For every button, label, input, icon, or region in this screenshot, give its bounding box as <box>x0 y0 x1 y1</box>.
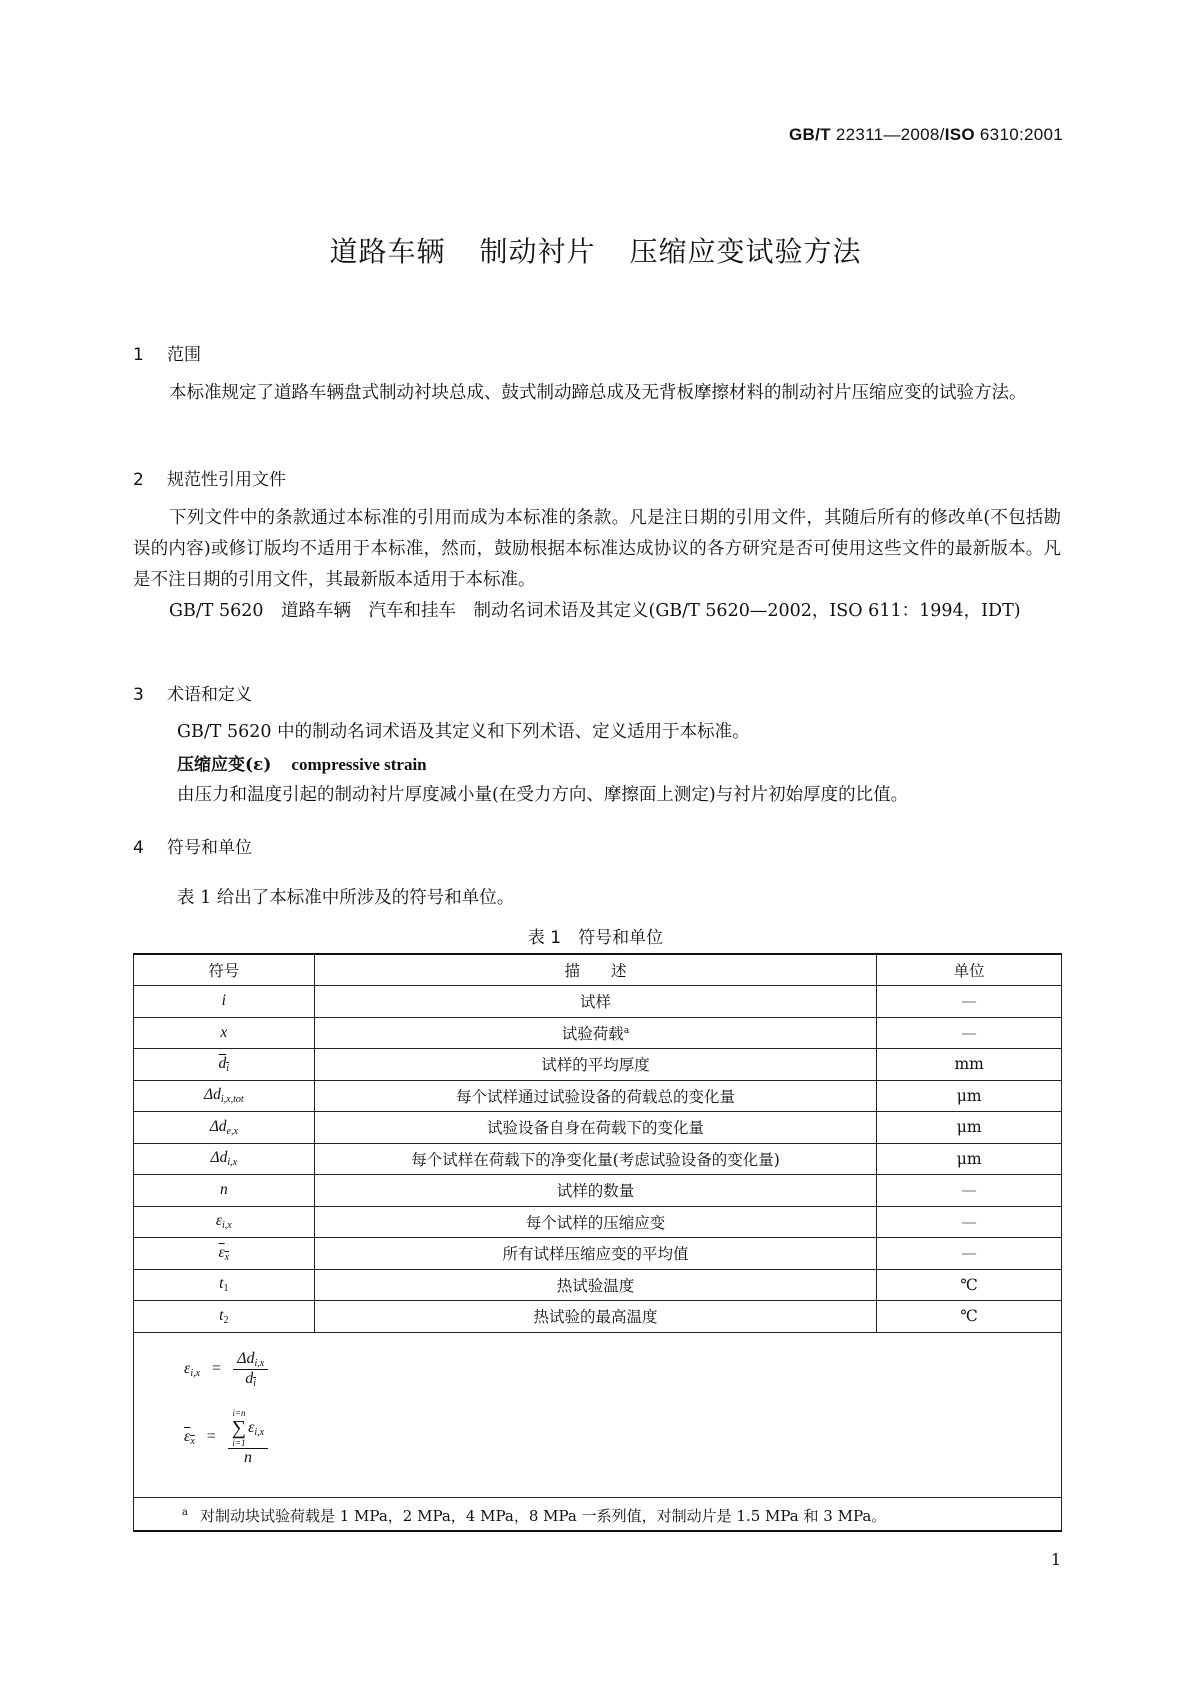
section-2-reference: GB/T 5620 道路车辆 汽车和挂车 制动名词术语及其定义(GB/T 5620—2002，ISO 611：1994，IDT) <box>169 601 1021 621</box>
standard-code: GB/T 22311—2008/ISO 6310:2001 <box>789 125 1063 144</box>
table-header-row <box>134 954 1062 986</box>
description-cell: 试样的平均厚度 <box>314 1049 877 1081</box>
table-title: 表 1 符号和单位 <box>527 928 664 948</box>
title-part-1: 道路车辆 <box>329 235 446 268</box>
section-2-heading: 2 规范性引用文件 <box>133 470 286 490</box>
description-cell: 热试验温度 <box>314 1269 877 1301</box>
header-unit: 单位 <box>877 954 1062 986</box>
description-cell: 试样 <box>314 986 877 1018</box>
section-1-body: 本标准规定了道路车辆盘式制动衬块总成、鼓式制动蹄总成及无背板摩擦材料的制动衬片压缩应变的试验方法。 <box>169 383 1027 403</box>
title-part-3: 压缩应变试验方法 <box>629 235 862 268</box>
table-footnote <box>133 1497 1062 1532</box>
description-cell: 每个试样通过试验设备的荷载总的变化量 <box>314 1080 877 1112</box>
table-row <box>134 1017 1062 1049</box>
symbol-cell: $d_i$ <box>134 1049 315 1081</box>
term-english: compressive strain <box>291 755 427 774</box>
description-cell: 每个试样的压缩应变 <box>314 1206 877 1238</box>
term-entry <box>177 750 427 775</box>
header-symbol: 符号 <box>134 954 315 986</box>
symbol-cell: $t_1$ <box>134 1269 315 1301</box>
footnote-text: 对制动块试验荷载是 1 MPa，2 MPa，4 MPa，8 MPa 一系列值，对制动片是 1.5 MPa 和 3 MPa。 <box>199 1507 887 1525</box>
section-4-body: 表 1 给出了本标准中所涉及的符号和单位。 <box>177 888 515 908</box>
symbol-cell: $t_2$ <box>134 1301 315 1333</box>
formula-area <box>133 1330 1062 1497</box>
term-chinese: 压缩应变(ε) <box>177 755 272 775</box>
symbol-cell: $\Delta d_{e,x}$ <box>134 1112 315 1144</box>
title-part-2: 制动衬片 <box>479 235 596 268</box>
symbol-cell: $\varepsilon_x$ <box>134 1238 315 1270</box>
unit-cell: — <box>877 1238 1062 1270</box>
symbol-cell: $\varepsilon_{i,x}$ <box>134 1206 315 1238</box>
term-definition: 由压力和温度引起的制动衬片厚度减小量(在受力方向、摩擦面上测定)与衬片初始厚度的比值。 <box>177 785 909 805</box>
section-4-heading: 4 符号和单位 <box>133 838 252 858</box>
table-row <box>134 1080 1062 1112</box>
section-2-body: 下列文件中的条款通过本标准的引用而成为本标准的条款。凡是注日期的引用文件，其随后所有的修改单(不包括勘误的内容)或修订版均不适用于本标准，然而，鼓励根据本标准达成协议的各方研究是否可使用这些文件的最新版本。凡是不注日期的引用文件，其最新版本适用于本标准。 <box>133 508 1061 590</box>
table-row <box>134 1049 1062 1081</box>
description-cell: 试验设备自身在荷载下的变化量 <box>314 1112 877 1144</box>
section-3-body: GB/T 5620 中的制动名词术语及其定义和下列术语、定义适用于本标准。 <box>177 722 750 742</box>
unit-cell: μm <box>877 1080 1062 1112</box>
description-cell: 试样的数量 <box>314 1175 877 1207</box>
table-row <box>134 1238 1062 1270</box>
symbol-cell: i <box>134 986 315 1018</box>
table-row <box>134 986 1062 1018</box>
symbol-cell: n <box>134 1175 315 1207</box>
symbol-cell: $\Delta d_{i,x,tot}$ <box>134 1080 315 1112</box>
formula-strain: $\varepsilon_{i,x}$ = $\frac{\Delta d_{i,x}}{d_i}$ <box>184 1350 268 1389</box>
table-row <box>134 1112 1062 1144</box>
header-description: 描 述 <box>314 954 877 986</box>
unit-cell: — <box>877 1017 1062 1049</box>
unit-cell: μm <box>877 1143 1062 1175</box>
footnote-ref: a <box>623 1025 630 1036</box>
description-cell: 所有试样压缩应变的平均值 <box>314 1238 877 1270</box>
unit-cell: — <box>877 1206 1062 1238</box>
description-cell: 每个试样在荷载下的净变化量(考虑试验设备的变化量) <box>314 1143 877 1175</box>
unit-cell: — <box>877 986 1062 1018</box>
symbol-cell: x <box>134 1017 315 1049</box>
table-row <box>134 1301 1062 1333</box>
unit-cell: mm <box>877 1049 1062 1081</box>
description-cell: 热试验的最高温度 <box>314 1301 877 1333</box>
symbols-table <box>133 953 1062 1333</box>
unit-cell: ℃ <box>877 1301 1062 1333</box>
document-title <box>0 230 1191 270</box>
table-row <box>134 1143 1062 1175</box>
section-3-heading: 3 术语和定义 <box>133 685 252 705</box>
unit-cell: μm <box>877 1112 1062 1144</box>
description-cell: 试验荷载$^a$ <box>314 1017 877 1049</box>
page-number: 1 <box>1050 1550 1061 1569</box>
table-row <box>134 1206 1062 1238</box>
formula-mean-strain: $\varepsilon_x$ = i=n ∑ i=1 $\varepsilon_{i,x}$ n <box>184 1408 268 1467</box>
table-row <box>134 1269 1062 1301</box>
symbol-cell: $\Delta d_{i,x}$ <box>134 1143 315 1175</box>
section-1-heading: 1 范围 <box>133 345 201 365</box>
unit-cell: ℃ <box>877 1269 1062 1301</box>
footnote-mark: a <box>182 1507 188 1518</box>
unit-cell: — <box>877 1175 1062 1207</box>
table-row <box>134 1175 1062 1207</box>
